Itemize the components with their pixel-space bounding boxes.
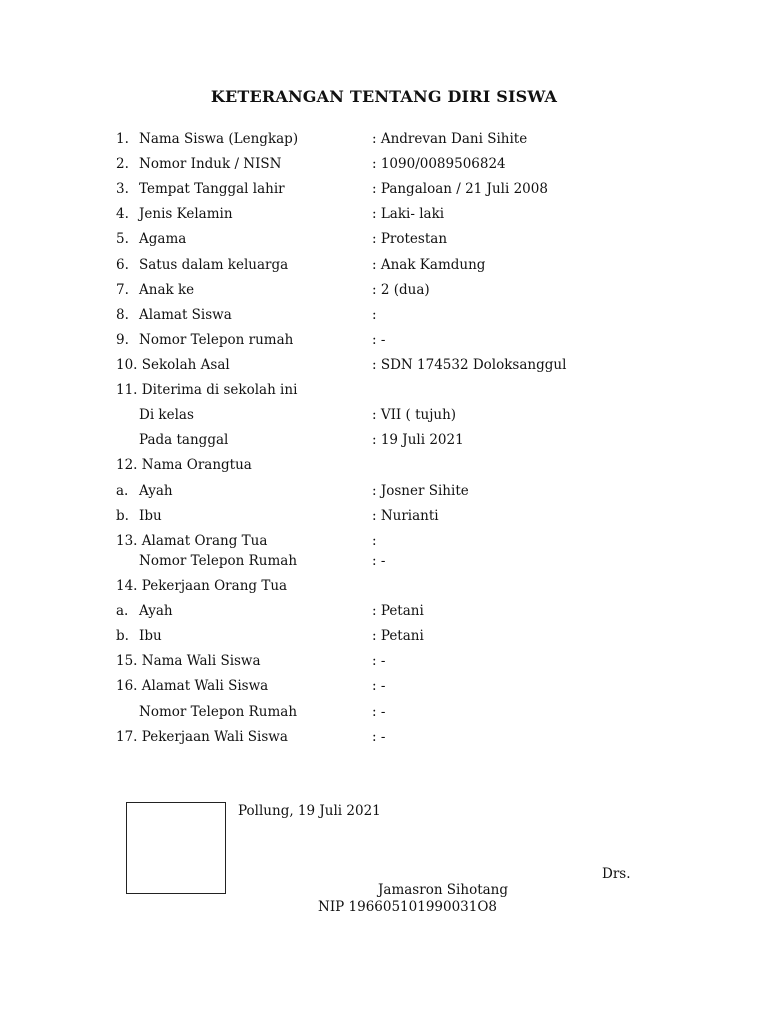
field-row-status-keluarga <box>0 257 768 277</box>
field-row-sekolah-asal <box>0 357 768 377</box>
field-row-pada-tanggal <box>0 432 768 452</box>
field-number: 4. <box>116 206 129 222</box>
field-number: 2. <box>116 156 129 172</box>
field-label: Nama Siswa (Lengkap) <box>139 131 299 147</box>
field-row-pekerjaan-wali <box>0 729 768 749</box>
field-value: : Pangaloan / 21 Juli 2008 <box>372 181 548 197</box>
field-value: : <box>372 307 377 323</box>
field-label: Nomor Induk / NISN <box>139 156 282 172</box>
field-label: Anak ke <box>139 282 195 298</box>
field-label: Nomor Telepon rumah <box>139 332 294 348</box>
field-row-pekerjaan-orang-tua <box>0 578 768 598</box>
field-label: Jenis Kelamin <box>139 206 233 222</box>
field-value: : Andrevan Dani Sihite <box>372 131 528 147</box>
signatory-title: Drs. <box>602 866 631 882</box>
field-row-anak-ke <box>0 282 768 302</box>
field-label: Tempat Tanggal lahir <box>139 181 285 197</box>
field-number: 8. <box>116 307 129 323</box>
field-value: : - <box>372 704 386 720</box>
field-row-di-kelas <box>0 407 768 427</box>
field-number: 5. <box>116 231 129 247</box>
field-value: : SDN 174532 Doloksanggul <box>372 357 567 373</box>
field-value: : Petani <box>372 603 424 619</box>
signature-place-date: Pollung, 19 Juli 2021 <box>238 803 381 819</box>
field-value: : Anak Kamdung <box>372 257 486 273</box>
field-value: : 2 (dua) <box>372 282 430 298</box>
field-label: Nomor Telepon Rumah <box>139 553 298 569</box>
field-label: 17. Pekerjaan Wali Siswa <box>116 729 288 745</box>
field-row-diterima <box>0 382 768 402</box>
field-number: 9. <box>116 332 129 348</box>
field-row-nomor-induk <box>0 156 768 176</box>
field-label: Pada tanggal <box>139 432 229 448</box>
field-row-tempat-tanggal-lahir <box>0 181 768 201</box>
field-number: 7. <box>116 282 129 298</box>
field-value: : Laki- laki <box>372 206 445 222</box>
field-row-jenis-kelamin <box>0 206 768 226</box>
field-number: 3. <box>116 181 129 197</box>
field-number: a. <box>116 483 129 499</box>
field-row-alamat-wali <box>0 678 768 698</box>
field-row-ibu <box>0 508 768 528</box>
field-value: : 1090/0089506824 <box>372 156 506 172</box>
field-label: Alamat Siswa <box>139 307 232 323</box>
photo-placeholder <box>126 802 226 894</box>
field-label: 16. Alamat Wali Siswa <box>116 678 269 694</box>
field-label: 12. Nama Orangtua <box>116 457 252 473</box>
field-number: 6. <box>116 257 129 273</box>
field-row-agama <box>0 231 768 251</box>
field-label: Ayah <box>139 603 173 619</box>
field-row-ayah <box>0 483 768 503</box>
field-row-telepon-orang-tua <box>0 553 768 573</box>
field-label: 14. Pekerjaan Orang Tua <box>116 578 288 594</box>
field-label: Ibu <box>139 508 162 524</box>
signatory-name: Jamasron Sihotang <box>378 882 509 898</box>
field-value: : Petani <box>372 628 424 644</box>
field-row-pekerjaan-ibu <box>0 628 768 648</box>
field-value: : - <box>372 332 386 348</box>
field-row-pekerjaan-ayah <box>0 603 768 623</box>
field-value: : Nurianti <box>372 508 439 524</box>
field-value: : Protestan <box>372 231 448 247</box>
page-title: KETERANGAN TENTANG DIRI SISWA <box>210 87 558 106</box>
field-row-alamat-orang-tua <box>0 533 768 553</box>
field-label: 15. Nama Wali Siswa <box>116 653 261 669</box>
field-label: Ibu <box>139 628 162 644</box>
field-label: 10. Sekolah Asal <box>116 357 230 373</box>
field-label: Ayah <box>139 483 173 499</box>
field-number: b. <box>116 508 129 524</box>
field-row-nama-orangtua <box>0 457 768 477</box>
field-value: : - <box>372 553 386 569</box>
signatory-nip: NIP 196605101990031O8 <box>318 899 498 915</box>
field-value: : VII ( tujuh) <box>372 407 457 423</box>
field-value: : 19 Juli 2021 <box>372 432 464 448</box>
field-row-nama-wali <box>0 653 768 673</box>
field-label: Agama <box>139 231 187 247</box>
field-number: a. <box>116 603 129 619</box>
field-label: 11. Diterima di sekolah ini <box>116 382 298 398</box>
field-value: : <box>372 533 377 549</box>
field-value: : - <box>372 653 386 669</box>
field-row-nama-siswa <box>0 131 768 151</box>
field-row-alamat-siswa <box>0 307 768 327</box>
field-row-telepon-wali <box>0 704 768 724</box>
field-number: 1. <box>116 131 129 147</box>
field-label: Nomor Telepon Rumah <box>139 704 298 720</box>
field-label: Satus dalam keluarga <box>139 257 289 273</box>
field-value: : - <box>372 729 386 745</box>
field-label: 13. Alamat Orang Tua <box>116 533 268 549</box>
field-value: : Josner Sihite <box>372 483 469 499</box>
field-row-telepon-rumah <box>0 332 768 352</box>
field-label: Di kelas <box>139 407 194 423</box>
field-value: : - <box>372 678 386 694</box>
field-number: b. <box>116 628 129 644</box>
